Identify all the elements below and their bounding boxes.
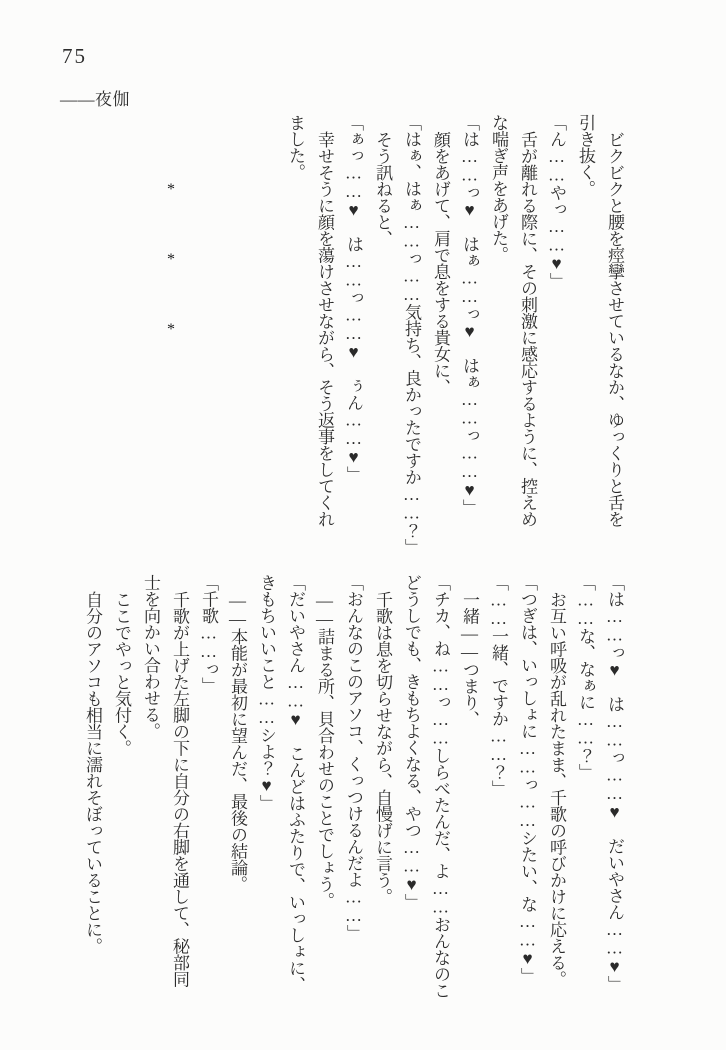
text-line: な喘ぎ声をあげた。 [489,114,508,263]
text-line: 幸せそうに顔を蕩けさせながら、そう返事をしてくれ [315,131,334,527]
asterisk-mark: * [167,251,175,268]
text-line: 一緒――つまり、 [460,591,479,727]
text-line: 引き抜く。 [576,114,595,197]
text-line: 舌が離れる際に、その刺激に感応するように、控えめ [518,131,537,527]
text-line: そう訊ねると、 [373,131,392,247]
text-line: 「ぁっ……♥ は……っ……♥ ぅん……♥」 [344,114,363,483]
text-line: 士を向かい合わせる。 [141,574,160,739]
page-number: 75 [62,44,87,68]
top-text-band [281,114,629,555]
text-line: 自分のアソコも相当に濡れそぼっていることに。 [83,591,102,954]
text-line: 千歌は息を切らせながら、自慢げに言う。 [373,591,392,905]
text-line: きもちいいこと……シよ？♥」 [257,574,276,811]
text-line: ビクビクと腰を痙攣させているなか、ゆっくりと舌を [605,131,624,527]
text-line: ました。 [286,114,305,180]
text-line: 「……一緒、ですか……？」 [489,574,508,797]
asterisk-mark: * [167,181,175,198]
text-line: ――本能が最初に望んだ、最後の結論。 [228,591,247,892]
text-line: 「……な、なぁに……？」 [576,574,595,780]
text-line: ――詰まる所、貝合わせのことでしょう。 [315,591,334,909]
text-line: どうしでも、きもちよくなる、やつ……♥」 [402,574,421,910]
bottom-text-band [78,574,629,999]
running-title: ――夜伽 [60,90,130,109]
text-line: 「だいやさん……♥ こんどはふたりで、いっしょに、 [286,574,305,993]
text-line: 「ん……やっ……♥」 [547,114,566,289]
text-line: 「千歌……っ」 [199,574,218,694]
text-line: お互い呼吸が乱れたまま、千歌の呼びかけに応える。 [547,591,566,987]
text-line: 「つぎは、いっしょに……っ……シたい、な……♥」 [518,574,537,984]
text-line: 「チカ、ね……っ……しらべたんだ、よ……おんなのこ [431,574,450,999]
text-line: 「は……っ♥ はぁ……っ♥ はぁ……っ……♥」 [460,114,479,516]
text-line: 千歌が上げた左脚の下に自分の右脚を通して、秘部同 [170,591,189,987]
asterisk-mark: * [167,321,175,338]
section-break-asterisks [162,182,180,338]
text-line: 顔をあげて、肩で息をする貴女に、 [431,131,450,395]
text-line: 「おんなのこのアソコ、くっつけるんだよ……」 [344,574,363,941]
text-line: 「はぁ、はぁ……っ……気持ち、良かったですか……？」 [402,114,421,555]
text-line: 「は……っ♥ は……っ……♥ だいやさん……♥」 [605,574,624,992]
text-line: ここでやっと気付く。 [112,591,131,756]
